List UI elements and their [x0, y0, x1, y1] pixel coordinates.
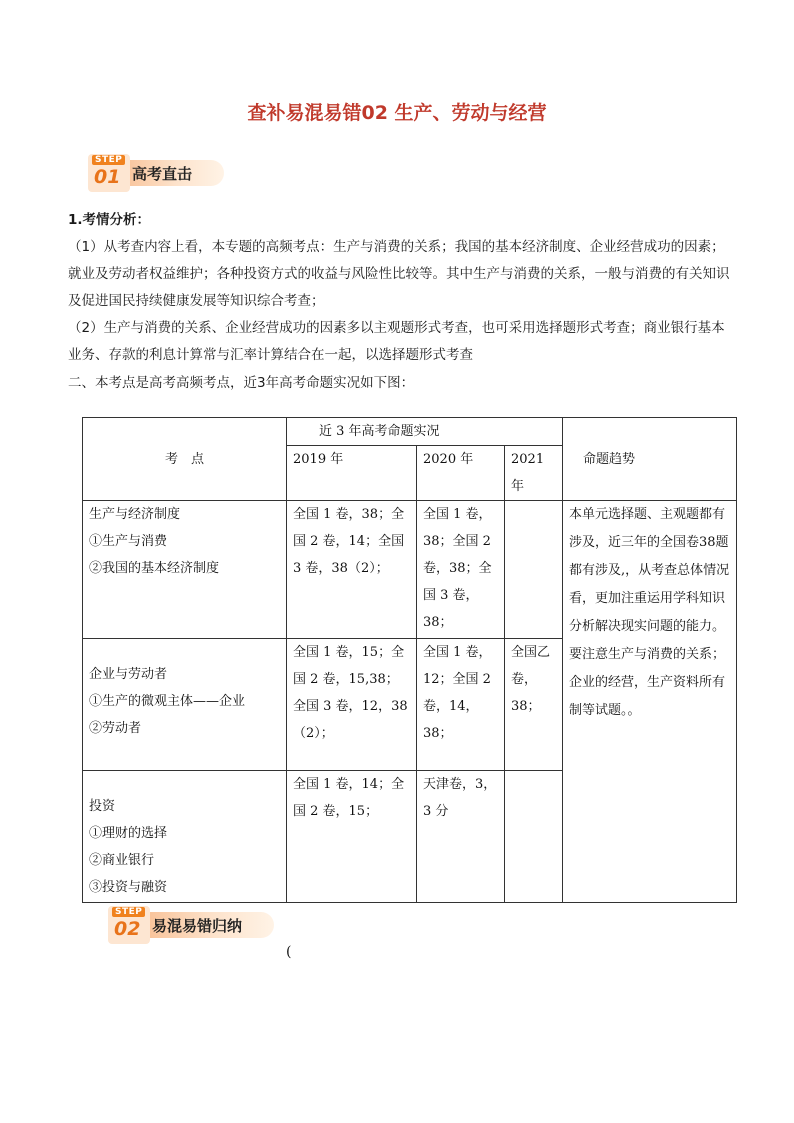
row-subtopic: ②商业银行	[89, 853, 155, 868]
row-2020: 全国 1 卷，12；全国 2 卷，14，38；	[417, 639, 505, 771]
analysis-heading: 1.考情分析：	[68, 212, 151, 228]
row-topic: 生产与经济制度	[89, 507, 181, 522]
row-subtopic: ②劳动者	[89, 721, 142, 736]
row-topic: 投资	[89, 799, 116, 814]
exam-table	[82, 417, 737, 903]
step-label: 易混易错归纳	[152, 917, 243, 935]
row-2021: 全国乙卷，38；	[505, 639, 563, 771]
row-topic: 企业与劳动者	[89, 667, 168, 682]
row-topic-cell	[83, 639, 287, 771]
header-2020: 2020 年	[417, 446, 505, 501]
row-2021	[505, 771, 563, 903]
row-subtopic: ①理财的选择	[89, 826, 168, 841]
row-subtopic: ③投资与融资	[89, 880, 168, 895]
step-02-banner	[108, 906, 278, 946]
header-2019: 2019 年	[287, 446, 417, 501]
row-subtopic: ①生产与消费	[89, 534, 168, 549]
page-title: 查补易混易错02 生产、劳动与经营	[247, 102, 547, 124]
row-2019: 全国 1 卷，38；全国 2 卷，14；全国 3 卷，38（2）；	[287, 501, 417, 639]
step-badge-number: 01	[94, 166, 121, 188]
row-subtopic: ①生产的微观主体——企业	[89, 694, 246, 709]
row-topic-cell	[83, 501, 287, 639]
row-subtopic: ②我国的基本经济制度	[89, 561, 220, 576]
step-badge	[108, 906, 150, 944]
row-topic-cell	[83, 771, 287, 903]
row-2019: 全国 1 卷，15；全国 2 卷，15,38；全国 3 卷，12，38（2）；	[287, 639, 417, 771]
step-badge-text: STEP	[92, 155, 125, 165]
analysis-paragraph-1: （1）从考查内容上看，本专题的高频考点：生产与消费的关系；我国的基本经济制度、企业经营成功的因素；就业及劳动者权益维护；各种投资方式的收益与风险性比较等。其中生产与消费的关系，一般与消费的有关知识及促进国民持续健康发展等知识综合考查；	[68, 239, 730, 309]
header-trend: 命题趋势	[563, 418, 737, 501]
step-badge	[88, 154, 130, 192]
row-2021	[505, 501, 563, 639]
trend-cell: 本单元选择题、主观题都有涉及，近三年的全国卷38题都有涉及,，从考查总体情况看，更加注重运用学科知识分析解决现实问题的能力。要注意生产与消费的关系；企业的经营，生产资料所有制等试题。。	[563, 501, 737, 903]
header-recent: 近 3 年高考命题实况	[287, 418, 563, 446]
analysis-paragraph-2: （2）生产与消费的关系、企业经营成功的因素多以主观题形式考查，也可采用选择题形式考查；商业银行基本业务、存款的利息计算常与汇率计算结合在一起，以选择题形式考查	[68, 320, 725, 363]
step-badge-text: STEP	[112, 907, 145, 917]
header-2021: 2021 年	[505, 446, 563, 501]
table-row	[83, 501, 737, 639]
table-header-row	[83, 418, 737, 446]
row-2020: 天津卷，3，3 分	[417, 771, 505, 903]
step-badge-number: 02	[114, 918, 141, 940]
row-2019: 全国 1 卷，14；全国 2 卷，15；	[287, 771, 417, 903]
row-2020: 全国 1 卷，38；全国 2 卷，38；全国 3 卷，38；	[417, 501, 505, 639]
step-01-banner	[88, 154, 228, 194]
step-label: 高考直击	[132, 165, 193, 183]
stray-paren: (	[286, 944, 292, 960]
analysis-paragraph-3: 二、本考点是高考高频考点，近3年高考命题实况如下图：	[68, 375, 415, 391]
header-point: 考 点	[83, 418, 287, 501]
